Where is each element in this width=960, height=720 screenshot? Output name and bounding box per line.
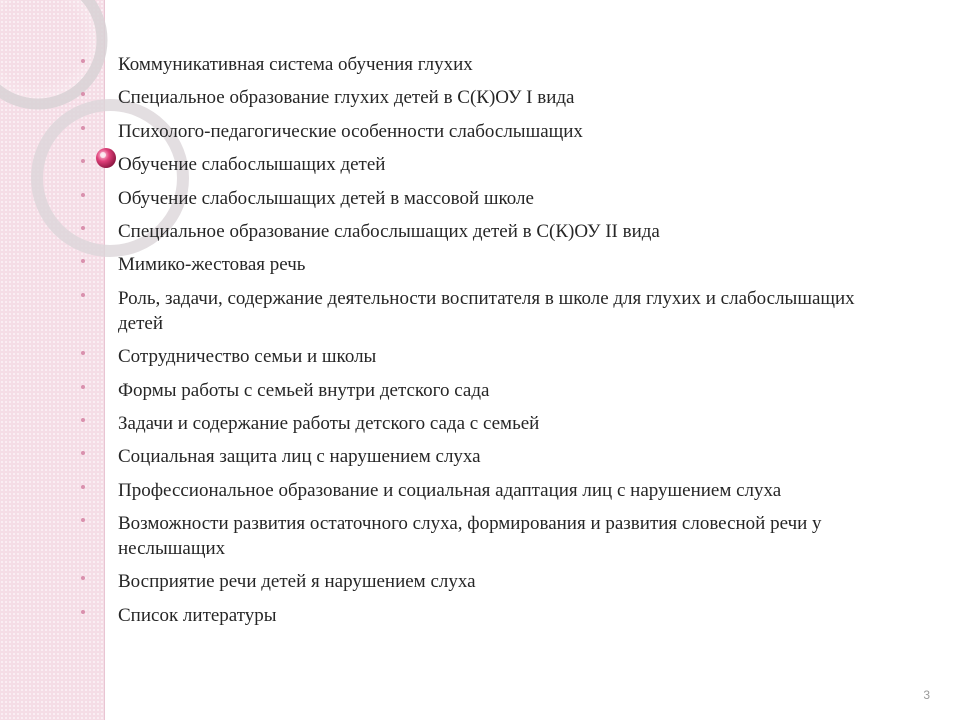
list-item-text: Обучение слабослышащих детей в массовой школе — [118, 187, 534, 209]
list-item-text: Роль, задачи, содержание деятельности воспитателя в школе для глухих и слабослышащих детей — [118, 287, 855, 334]
bullet-icon — [81, 518, 85, 522]
list-item-text: Психолого-педагогические особенности слабослышащих — [118, 120, 583, 142]
page-number: 3 — [923, 688, 930, 702]
bullet-icon — [81, 485, 85, 489]
bullet-icon — [81, 610, 85, 614]
list-item — [76, 478, 896, 503]
list-item-text: Мимико-жестовая речь — [118, 254, 306, 276]
bullet-icon — [81, 226, 85, 230]
list-item — [76, 85, 896, 110]
list-item-text: Коммуникативная система обучения глухих — [118, 54, 473, 75]
list-item — [76, 52, 896, 77]
list-item-text: Список литературы — [118, 604, 277, 626]
list-item — [76, 511, 896, 561]
bullet-icon — [81, 385, 85, 389]
list-item-text: Специальное образование глухих детей в С(К)ОУ I вида — [118, 87, 575, 109]
bullet-icon — [81, 576, 85, 580]
list-item — [76, 569, 896, 594]
list-item — [76, 378, 896, 403]
list-item — [76, 152, 896, 177]
bullet-icon — [81, 259, 85, 263]
bullet-icon — [81, 351, 85, 355]
list-item-text: Восприятие речи детей я нарушением слуха — [118, 571, 476, 593]
list-item-text: Специальное образование слабослышащих детей в С(К)ОУ II вида — [118, 220, 660, 242]
list-item-text: Социальная защита лиц с нарушением слуха — [118, 446, 481, 468]
topic-list — [76, 52, 896, 636]
bullet-icon — [81, 59, 85, 63]
bullet-icon — [81, 418, 85, 422]
bullet-icon — [81, 159, 85, 163]
list-item-text: Профессиональное образование и социальная адаптация лиц с нарушением слуха — [118, 479, 782, 501]
list-item — [76, 219, 896, 244]
bullet-icon — [81, 126, 85, 130]
list-item-text: Сотрудничество семьи и школы — [118, 346, 377, 368]
list-item — [76, 252, 896, 277]
list-item-text: Задачи и содержание работы детского сада с семьей — [118, 412, 540, 434]
list-item-text: Формы работы с семьей внутри детского сада — [118, 379, 490, 401]
bullet-icon — [81, 293, 85, 297]
list-item — [76, 444, 896, 469]
bullet-icon — [81, 92, 85, 96]
list-item — [76, 186, 896, 211]
list-item — [76, 344, 896, 369]
list-item-text: Обучение слабослышащих детей — [118, 154, 386, 176]
list-item — [76, 286, 896, 336]
list-item — [76, 603, 896, 628]
list-item — [76, 411, 896, 436]
list-item — [76, 119, 896, 144]
bullet-icon — [81, 193, 85, 197]
list-item-text: Возможности развития остаточного слуха, формирования и развития словесной речи у неслышащих — [118, 513, 822, 560]
bullet-icon — [81, 451, 85, 455]
